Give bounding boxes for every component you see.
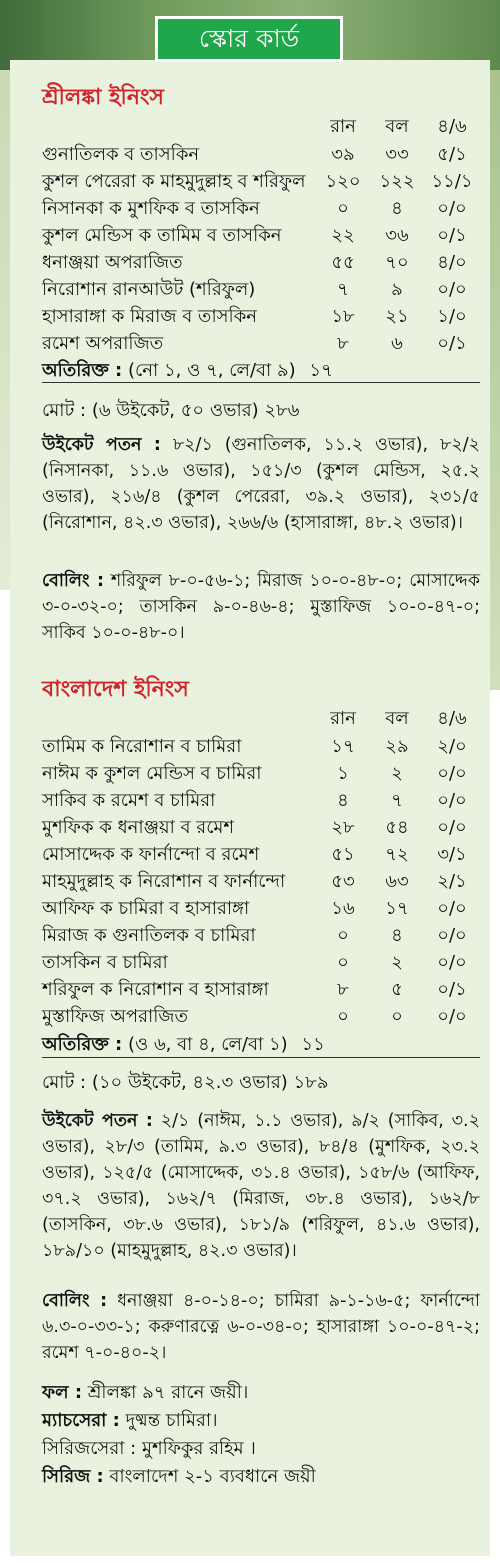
batting-row (42, 1002, 482, 1029)
bowling-text: ধনাঞ্জয়া ৪-০-১৪-০; চামিরা ৯-১-১৬-৫; ফার্নান্দো ৬.৩-০-৩৩-১; করুণারত্নে ৬-০-৩৪-০; হাসারাঙ্গা ১০-০-৪৭-২; রমেশ ৭-০-৪০-২। (42, 1291, 480, 1363)
batsman-runs: ১৬ (331, 898, 355, 919)
batsman-runs: ৫১ (331, 844, 355, 865)
extras-label: অতিরিক্ত : (42, 1034, 123, 1055)
batsman-balls: ২৯ (385, 736, 409, 757)
batsman-fours-sixes: ৪/০ (437, 252, 467, 273)
batting-row (42, 975, 482, 1002)
batsman-balls: ১৭ (385, 898, 409, 919)
batting-row (42, 167, 482, 194)
header-fours-sixes: ৪/৬ (437, 116, 467, 137)
batsman-name: তামিম ক নিরোশান ব চামিরা (42, 736, 242, 757)
mos-label: সিরিজসেরা : (42, 1438, 137, 1459)
batsman-runs: ১৭ (331, 736, 355, 757)
batting-row (42, 140, 482, 167)
batsman-fours-sixes: ০/০ (437, 952, 467, 973)
batsman-fours-sixes: ০/১ (437, 979, 467, 1000)
header-runs: রান (330, 708, 356, 729)
batting-row (42, 921, 482, 948)
batsman-name: গুনাতিলক ব তাসকিন (42, 144, 200, 165)
batsman-runs: ২২ (331, 225, 355, 246)
batsman-balls: ০ (391, 1006, 403, 1027)
batsman-balls: ২ (391, 952, 403, 973)
batsman-fours-sixes: ১/০ (437, 306, 467, 327)
series-label: সিরিজ : (42, 1466, 104, 1487)
header-fours-sixes: ৪/৬ (437, 708, 467, 729)
batsman-balls: ৭২ (385, 844, 409, 865)
extras-label: অতিরিক্ত : (42, 360, 123, 381)
column-headers (42, 112, 482, 139)
batsman-fours-sixes: ০/০ (437, 925, 467, 946)
batsman-fours-sixes: ০/০ (437, 763, 467, 784)
batsman-runs: ১ (337, 763, 349, 784)
fow-label: উইকেট পতন : (42, 1111, 153, 1131)
series-value: বাংলাদেশ ২-১ ব্যবধানে জয়ী (109, 1466, 316, 1487)
extras-total: ১৭ (309, 360, 333, 381)
batsman-runs: ৩৯ (331, 144, 355, 165)
batsman-fours-sixes: ১১/১ (431, 171, 473, 192)
batting-row (42, 732, 482, 759)
background-edge-left (0, 70, 10, 590)
bowling-label: বোলিং : (42, 571, 104, 591)
mom-label: ম্যাচসেরা : (42, 1410, 120, 1431)
batting-row (42, 786, 482, 813)
scorecard-title: স্কোর কার্ড (155, 16, 343, 62)
bowling-label: বোলিং : (42, 1291, 108, 1311)
batsman-balls: ৯ (391, 279, 403, 300)
header-runs: রান (330, 116, 356, 137)
batsman-fours-sixes: ০/১ (437, 333, 467, 354)
batsman-name: নিসানকা ক মুশফিক ব তাসকিন (42, 198, 260, 219)
batsman-name: রমেশ অপরাজিত (42, 333, 164, 354)
header-balls: বল (385, 708, 409, 729)
batsman-balls: ২ (391, 763, 403, 784)
mos-value: মুশফিকুর রহিম । (141, 1438, 256, 1459)
batsman-name: নিরোশান রানআউট (শরিফুল) (42, 279, 256, 300)
batsman-fours-sixes: ২/০ (437, 736, 467, 757)
batting-row (42, 948, 482, 975)
bowling-text: শরিফুল ৮-০-৫৬-১; মিরাজ ১০-০-৪৮-০; মোসাদ্দেক ৩-০-৩২-০; তাসকিন ৯-০-৪৬-৪; মুস্তাফিজ ১০-০-৪৭-০; সাকিব ১০-০-৪৮-০। (42, 571, 480, 643)
fall-of-wickets (42, 432, 480, 536)
man-of-the-match (42, 1406, 218, 1437)
batsman-name: সাকিব ক রমেশ ব চামিরা (42, 790, 216, 811)
extras-detail: (ও ৬, বা ৪, লে/বা ১) (127, 1034, 288, 1055)
mom-value: দুষ্মন্ত চামিরা। (125, 1410, 218, 1431)
batting-row (42, 840, 482, 867)
bowling-figures (42, 568, 480, 646)
batsman-runs: ০ (337, 925, 349, 946)
header-balls: বল (385, 116, 409, 137)
batsman-name: কুশল পেরেরা ক মাহমুদুল্লাহ ব শরিফুল (42, 171, 306, 192)
batsman-runs: ১৮ (331, 306, 355, 327)
batsman-name: মাহমুদুল্লাহ ক নিরোশান ব ফার্নান্দো (42, 871, 286, 892)
batsman-runs: ০ (337, 1006, 349, 1027)
extras-detail: (নো ১, ও ৭, লে/বা ৯) (127, 360, 296, 381)
batsman-runs: ৫৫ (331, 252, 355, 273)
batsman-name: নাঈম ক কুশল মেন্ডিস ব চামিরা (42, 763, 262, 784)
batting-row (42, 221, 482, 248)
batsman-runs: ৫৩ (331, 871, 355, 892)
batsman-fours-sixes: ৫/১ (437, 144, 467, 165)
batsman-fours-sixes: ০/০ (437, 198, 467, 219)
batsman-name: হাসারাঙ্গা ক মিরাজ ব তাসকিন (42, 306, 258, 327)
batting-row (42, 894, 482, 921)
fow-text: ৮২/১ (গুনাতিলক, ১১.২ ওভার), ৮২/২ (নিসানকা, ১১.৬ ওভার), ১৫১/৩ (কুশল মেন্ডিস, ২৫.২ ওভার), ২১৬/৪ (কুশল পেরেরা, ৩৯.২ ওভার), ২৩১/৫ (নিরোশান, ৪২.৩ ওভার), ২৬৬/৬ (হাসারাঙ্গা, ৪৮.২ ওভার)। (42, 435, 480, 533)
batsman-runs: ১২০ (325, 171, 361, 192)
batsman-fours-sixes: ২/১ (437, 871, 467, 892)
result-value: শ্রীলঙ্কা ৯৭ রানে জয়ী। (87, 1382, 249, 1403)
innings-title-sri-lanka: শ্রীলঙ্কা ইনিংস (42, 85, 164, 110)
batsman-runs: ২৮ (331, 817, 355, 838)
batsman-balls: ৬ (391, 333, 403, 354)
batsman-balls: ৭ (391, 790, 403, 811)
batsman-fours-sixes: ০/০ (437, 1006, 467, 1027)
result-label: ফল : (42, 1382, 83, 1403)
innings-title-bangladesh: বাংলাদেশ ইনিংস (42, 677, 189, 702)
batsman-name: আফিফ ক চামিরা ব হাসারাঙ্গা (42, 898, 250, 919)
batsman-balls: ৬৩ (385, 871, 409, 892)
batsman-runs: ০ (337, 952, 349, 973)
batsman-name: মিরাজ ক গুনাতিলক ব চামিরা (42, 925, 256, 946)
column-headers (42, 704, 482, 731)
batsman-fours-sixes: ০/০ (437, 817, 467, 838)
batting-row (42, 302, 482, 329)
series-result (42, 1462, 316, 1493)
batsman-runs: ০ (337, 198, 349, 219)
batsman-name: তাসকিন ব চামিরা (42, 952, 168, 973)
batsman-name: মুস্তাফিজ অপরাজিত (42, 1006, 188, 1027)
batsman-fours-sixes: ০/১ (437, 225, 467, 246)
batting-row (42, 329, 482, 356)
batting-row (42, 248, 482, 275)
match-result (42, 1378, 248, 1409)
batsman-name: ধনাঞ্জয়া অপরাজিত (42, 252, 183, 273)
batting-row (42, 275, 482, 302)
innings-total: মোট : (৬ উইকেট, ৫০ ওভার) ২৮৬ (42, 400, 300, 421)
batsman-name: কুশল মেন্ডিস ক তামিম ব তাসকিন (42, 225, 282, 246)
batsman-balls: ৭০ (385, 252, 409, 273)
man-of-the-series (42, 1434, 256, 1465)
batting-row (42, 194, 482, 221)
batting-row (42, 759, 482, 786)
fall-of-wickets (42, 1108, 480, 1264)
batsman-name: মোসাদ্দেক ক ফার্নান্দো ব রমেশ (42, 844, 260, 865)
batsman-balls: ৪ (391, 925, 403, 946)
extras-total: ১১ (301, 1034, 325, 1055)
batsman-balls: ২১ (385, 306, 409, 327)
batsman-fours-sixes: ০/০ (437, 790, 467, 811)
innings-total: মোট : (১০ উইকেট, ৪২.৩ ওভার) ১৮৯ (42, 1072, 329, 1093)
fow-label: উইকেট পতন : (42, 435, 161, 455)
batsman-name: মুশফিক ক ধনাঞ্জয়া ব রমেশ (42, 817, 235, 838)
batsman-runs: ৮ (337, 979, 349, 1000)
batsman-fours-sixes: ৩/১ (437, 844, 467, 865)
batsman-balls: ৩৬ (385, 225, 409, 246)
batsman-runs: ৪ (337, 790, 349, 811)
background-edge-right (490, 70, 500, 690)
batting-row (42, 867, 482, 894)
divider (42, 382, 480, 383)
batsman-balls: ৪ (391, 198, 403, 219)
divider (42, 1057, 480, 1058)
batsman-balls: ৫৪ (385, 817, 409, 838)
scorecard-panel (10, 60, 490, 1556)
batsman-balls: ৫ (391, 979, 403, 1000)
batsman-fours-sixes: ০/০ (437, 279, 467, 300)
batsman-runs: ৭ (337, 279, 349, 300)
batsman-name: শরিফুল ক নিরোশান ব হাসারাঙ্গা (42, 979, 269, 1000)
batsman-balls: ১২২ (379, 171, 415, 192)
batsman-fours-sixes: ০/০ (437, 898, 467, 919)
bowling-figures (42, 1288, 480, 1366)
batsman-runs: ৮ (337, 333, 349, 354)
batting-row (42, 813, 482, 840)
fow-text: ২/১ (নাঈম, ১.১ ওভার), ৯/২ (সাকিব, ৩.২ ওভার), ২৮/৩ (তামিম, ৯.৩ ওভার), ৮৪/৪ (মুশফিক, ২৩.২ ওভার), ১২৫/৫ (মোসাদ্দেক, ৩১.৪ ওভার), ১৫৮/৬ (আফিফ, ৩৭.২ ওভার), ১৬২/৭ (মিরাজ, ৩৮.৪ ওভার), ১৬২/৮ (তাসকিন, ৩৮.৬ ওভার), ১৮১/৯ (শরিফুল, ৪১.৬ ওভার), ১৮৯/১০ (মাহমুদুল্লাহ, ৪২.৩ ওভার)। (42, 1111, 480, 1261)
batsman-balls: ৩৩ (385, 144, 409, 165)
